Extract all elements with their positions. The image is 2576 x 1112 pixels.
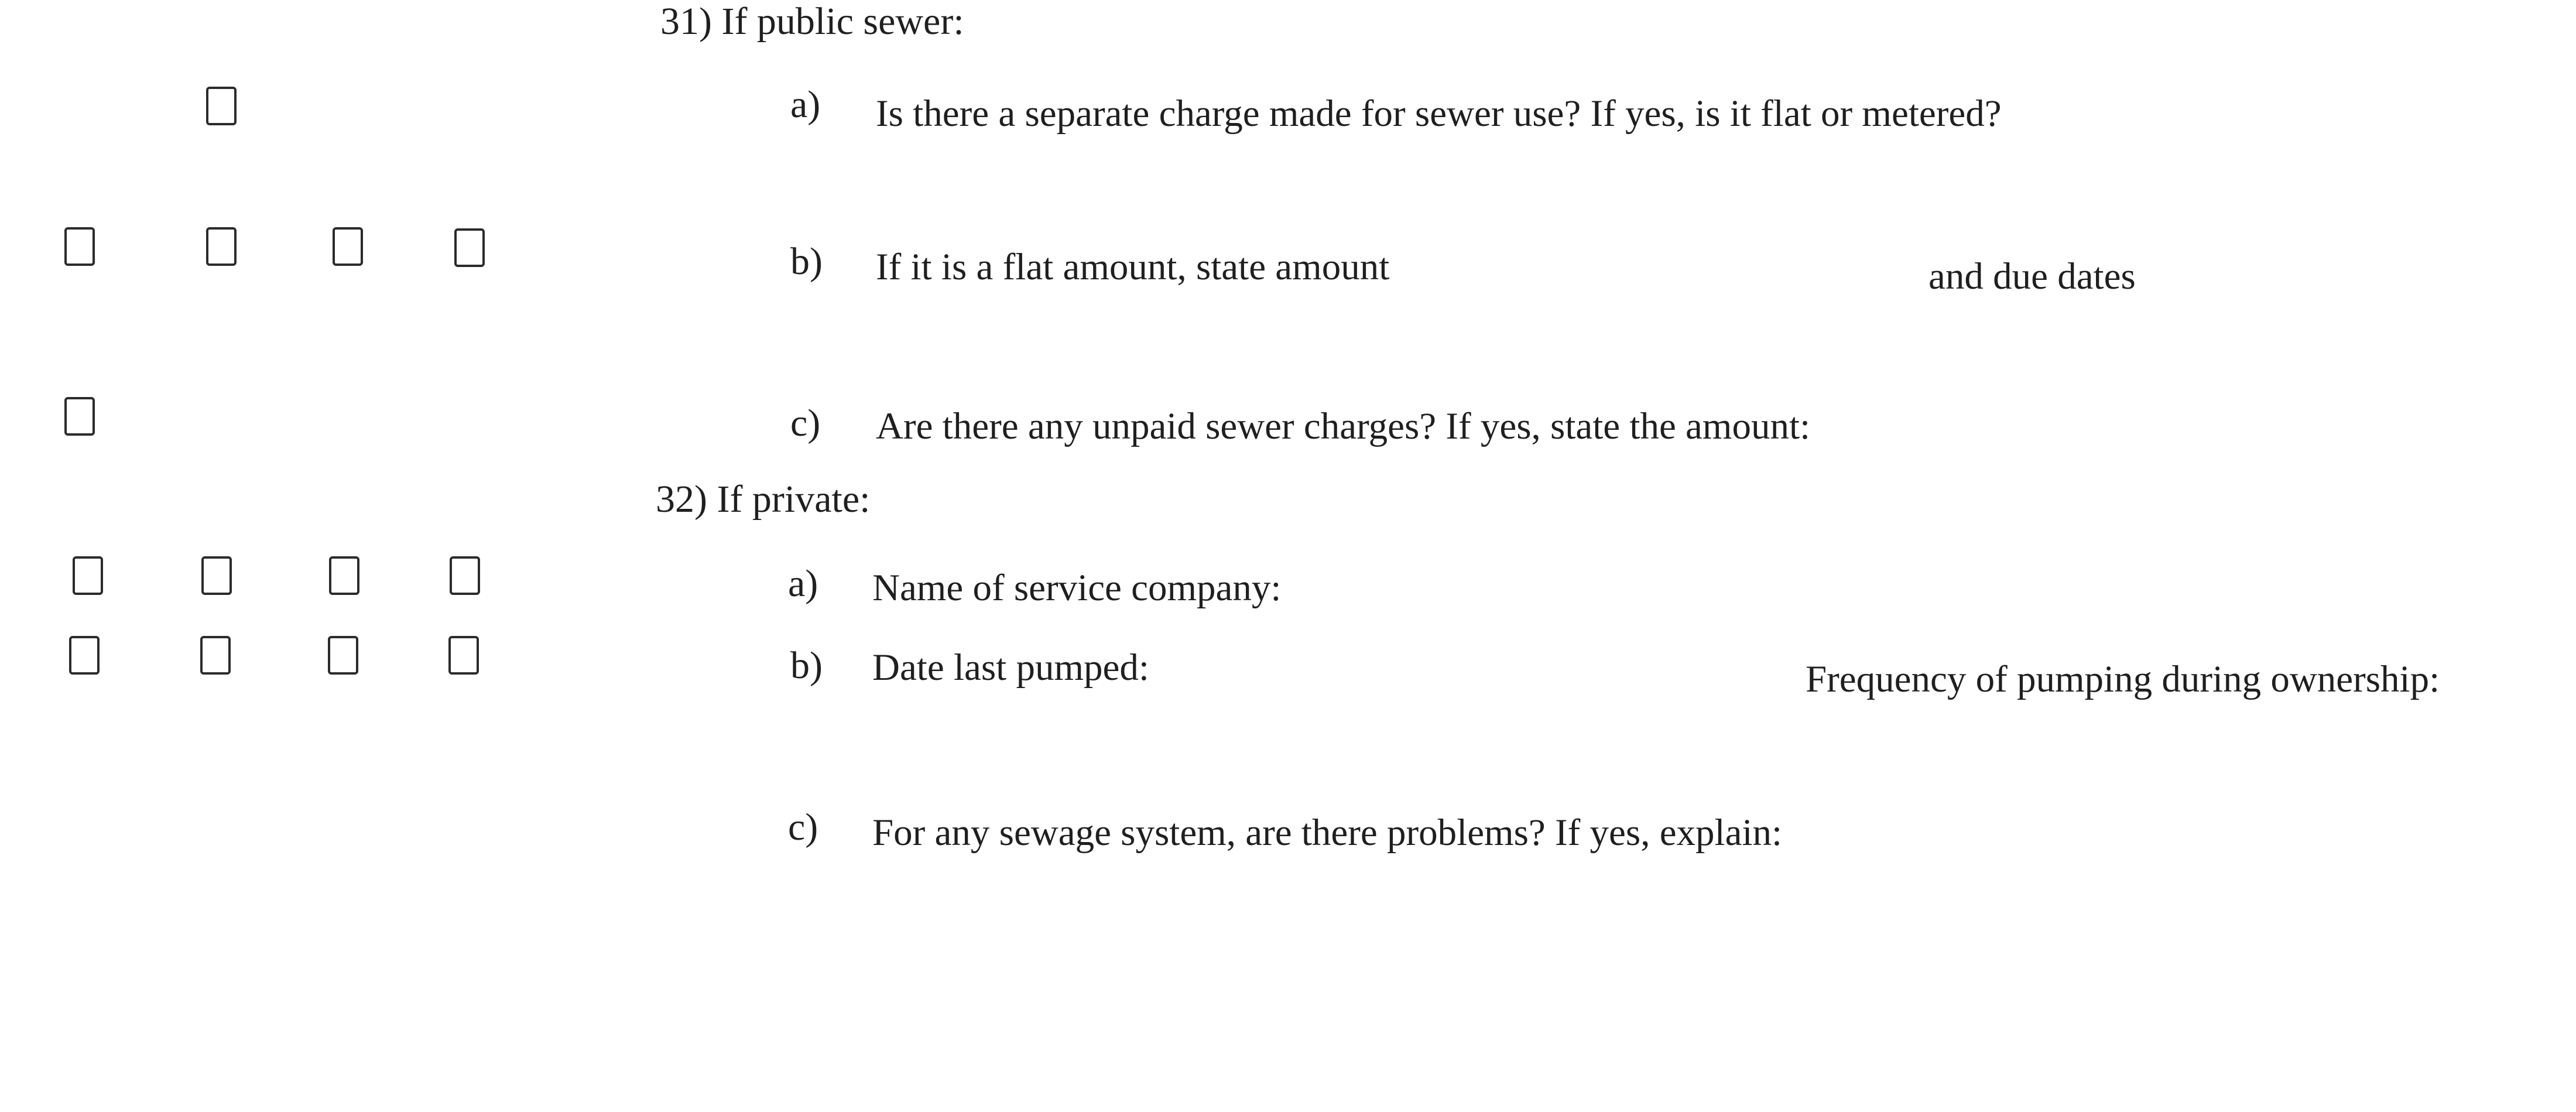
checkbox-32b-3[interactable] <box>328 636 358 675</box>
checkbox-32b-4[interactable] <box>448 636 479 675</box>
question-31b-due-dates: and due dates <box>1928 255 2136 297</box>
question-31-heading: 31) If public sewer: <box>660 0 964 43</box>
question-32c-letter: c) <box>788 806 818 848</box>
checkbox-31a[interactable] <box>206 87 237 125</box>
question-31c-text: Are there any unpaid sewer charges? If yes, state the amount: <box>876 405 1811 447</box>
checkbox-32a-3[interactable] <box>329 556 359 595</box>
checkbox-31b-2[interactable] <box>206 227 237 266</box>
question-32c-text: For any sewage system, are there problems? If yes, explain: <box>872 812 1783 854</box>
checkbox-32a-4[interactable] <box>450 556 480 595</box>
question-31b-text: If it is a flat amount, state amount <box>876 246 1390 288</box>
question-31a-letter: a) <box>790 83 821 126</box>
checkbox-31b-3[interactable] <box>333 227 363 266</box>
checkbox-31b-1[interactable] <box>64 227 95 266</box>
checkbox-32a-1[interactable] <box>73 556 103 595</box>
question-32a-text: Name of service company: <box>872 567 1282 609</box>
question-31a-text: Is there a separate charge made for sewer use? If yes, is it flat or metered? <box>876 93 2002 135</box>
checkbox-31b-4[interactable] <box>454 228 485 267</box>
question-32b-letter: b) <box>790 644 823 687</box>
question-32b-frequency: Frequency of pumping during ownership: <box>1806 658 2440 700</box>
question-31c-letter: c) <box>790 402 821 444</box>
question-32-heading: 32) If private: <box>656 478 871 521</box>
checkbox-32b-2[interactable] <box>200 636 231 675</box>
question-31b-letter: b) <box>790 240 823 283</box>
question-32b-text: Date last pumped: <box>872 646 1149 689</box>
checkbox-32a-2[interactable] <box>201 556 232 595</box>
checkbox-32b-1[interactable] <box>69 636 100 675</box>
question-32a-letter: a) <box>788 562 818 605</box>
checkbox-31c[interactable] <box>64 397 95 436</box>
